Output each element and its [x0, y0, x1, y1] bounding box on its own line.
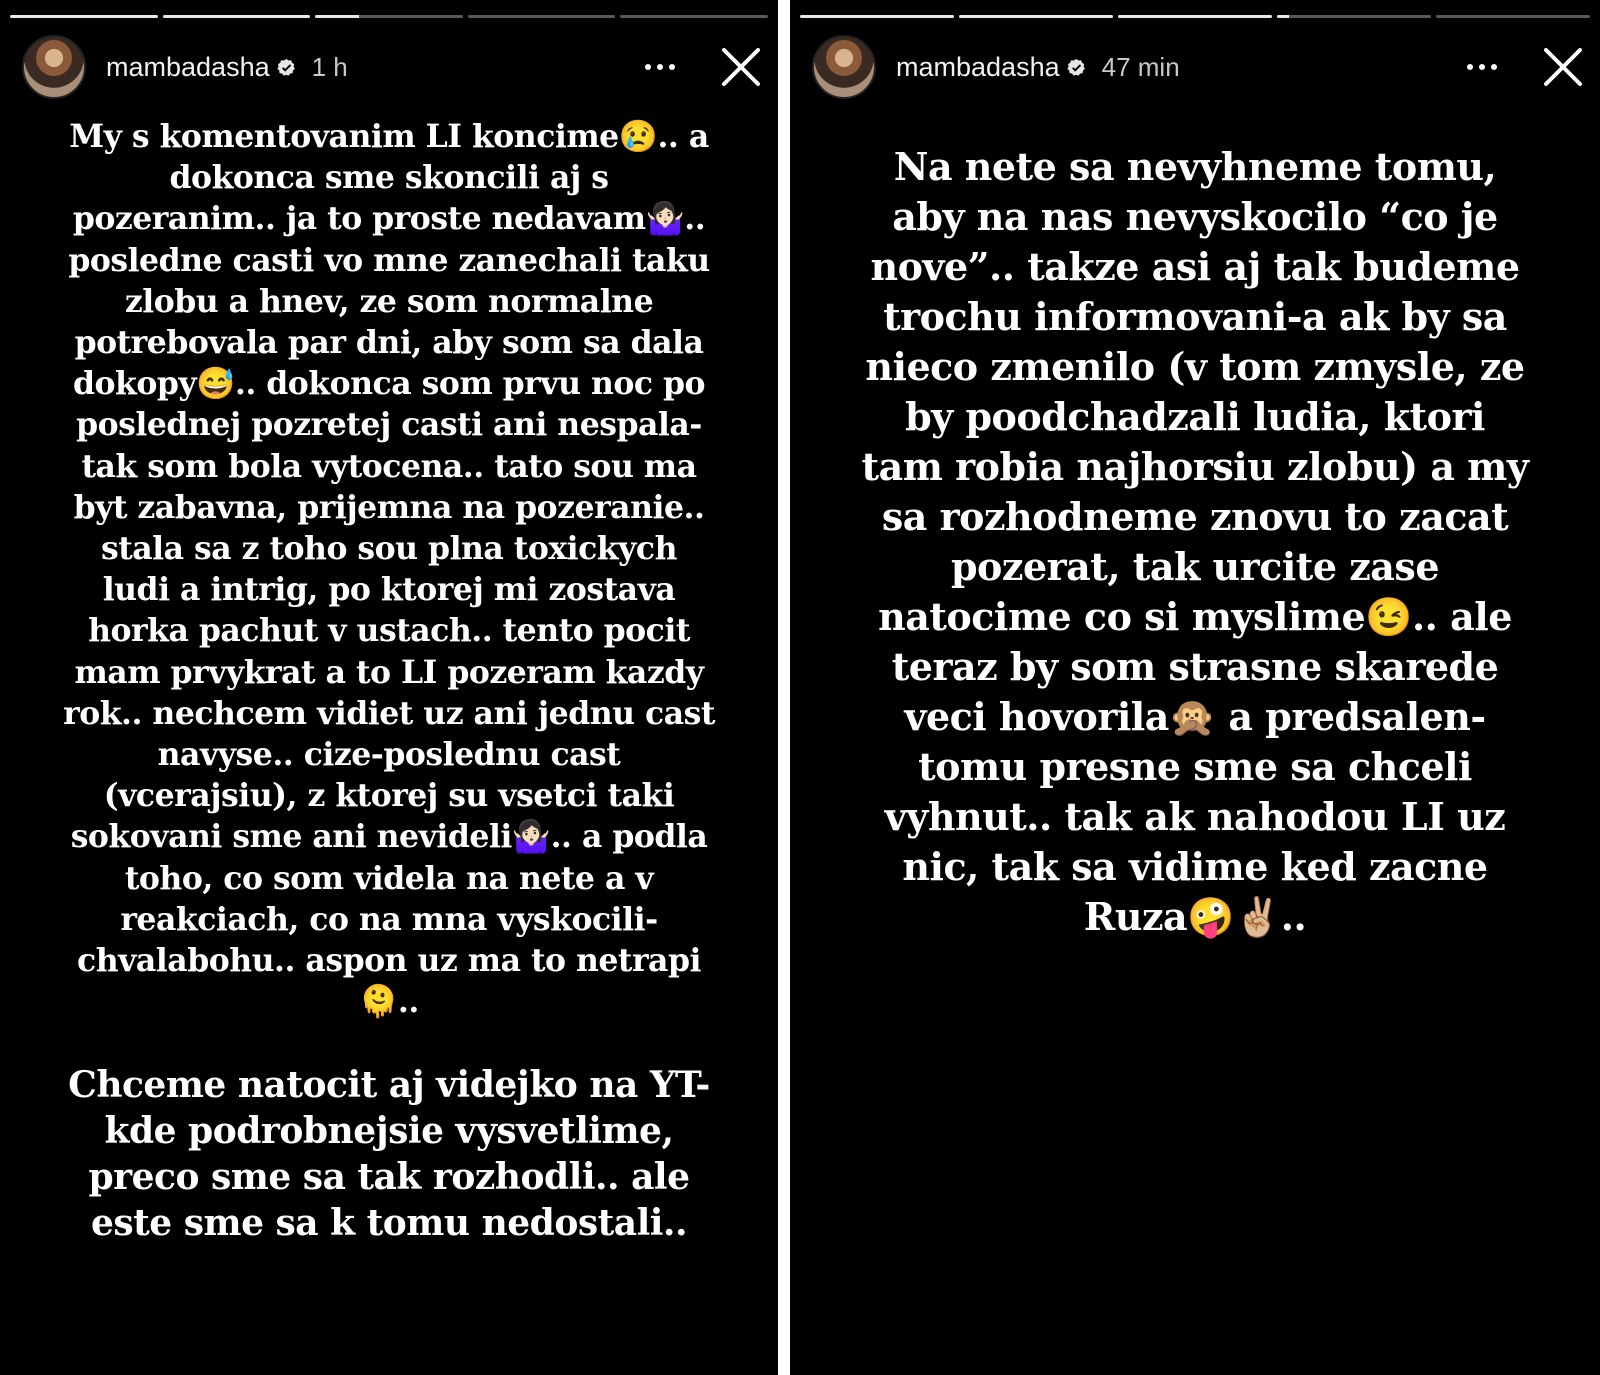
- close-icon[interactable]: [720, 46, 762, 88]
- story-panel-right[interactable]: [790, 0, 1600, 1375]
- username[interactable]: mambadasha: [106, 51, 270, 82]
- story-paragraph: Na nete sa nevyhneme tomu, aby na nas nevyskocilo “co je nove”.. takze asi aj tak budeme trochu informovani-a ak by sa nieco zmenilo (v tom zmysle, ze by poodchadzali ludia, ktori tam robia najhorsiu zlobu) a my sa rozhodneme znovu to zacat pozerat, tak urcite zase natocime co si myslime😉.. ale teraz by som strasne skarede veci hovorila🙊 a predsalen- tomu presne sme sa chceli vyhnut.. tak ak nahodou LI uz nic, tak sa vidime ked zacne Ruza🤪✌🏼..: [861, 144, 1529, 939]
- story-header: [22, 32, 762, 102]
- progress-segment: [800, 15, 954, 18]
- progress-segment: [959, 15, 1113, 18]
- progress-segment: [620, 15, 768, 18]
- avatar[interactable]: [812, 35, 876, 99]
- progress-segment: [163, 15, 311, 18]
- time-ago: 47 min: [1101, 51, 1180, 82]
- story-header: [812, 32, 1584, 102]
- verified-badge-icon: [277, 58, 296, 77]
- verified-badge-icon: [1067, 58, 1086, 77]
- more-options-icon[interactable]: [1462, 61, 1502, 73]
- progress-segment: [1118, 15, 1272, 18]
- story-text-secondary: [0, 1062, 778, 1246]
- progress-segment: [315, 15, 463, 18]
- progress-segment: [468, 15, 616, 18]
- close-icon[interactable]: [1542, 46, 1584, 88]
- progress-segment: [1277, 15, 1431, 18]
- story-progress-bar: [10, 15, 768, 19]
- avatar[interactable]: [22, 35, 86, 99]
- more-options-icon[interactable]: [640, 61, 680, 73]
- username[interactable]: mambadasha: [896, 51, 1060, 82]
- story-paragraph: Chceme natocit aj videjko na YT- kde podrobnejsie vysvetlime, preco sme sa tak rozhodli.. ale este sme sa k tomu nedostali..: [68, 1064, 710, 1244]
- story-text: [790, 142, 1600, 942]
- story-panel-left[interactable]: [0, 0, 778, 1375]
- progress-segment: [1436, 15, 1590, 18]
- time-ago: 1 h: [311, 51, 348, 82]
- story-progress-bar: [800, 15, 1590, 19]
- story-paragraph: My s komentovanim LI koncime😢.. a dokonca sme skoncili aj s pozeranim.. ja to proste nedavam🤷🏻‍♀️.. posledne casti vo mne zanechali taku zlobu a hnev, ze som normalne potrebovala par dni, aby som sa dala dokopy😅.. dokonca som prvu noc po poslednej pozretej casti ani nespala- tak som bola vytocena.. tato sou ma byt zabavna, prijemna na pozeranie.. stala sa z toho sou plna toxickych ludi a intrig, po ktorej mi zostava horka pachut v ustach.. tento pocit mam prvykrat a to LI pozeram kazdy rok.. nechcem vidiet uz ani jednu cast navyse.. cize-poslednu cast (vcerajsiu), z ktorej su vsetci taki sokovani sme ani nevideli🤷🏻‍♀️.. a podla toho, co som videla na nete a v reakciach, co na mna vyskocili- chvalabohu.. aspon uz ma to netrapi 🫠..: [63, 118, 715, 1021]
- progress-segment: [10, 15, 158, 18]
- story-text: [0, 116, 778, 1022]
